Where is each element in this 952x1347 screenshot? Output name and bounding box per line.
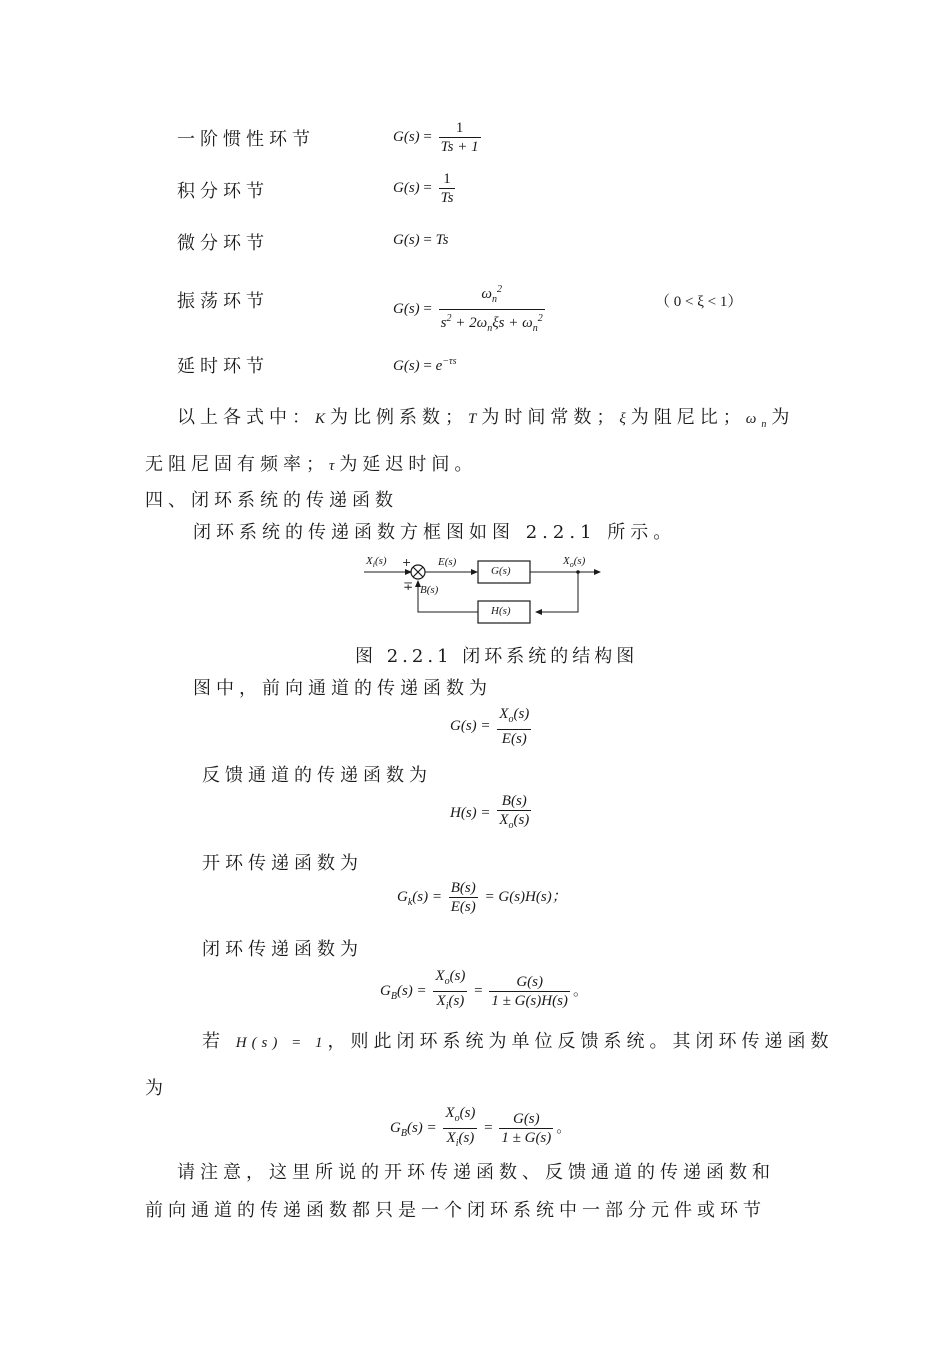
diagram-input-label: $X_i(s)$ bbox=[366, 555, 387, 570]
eq-oscillation: G(s) = $\frac{\omega_n^2}{s^2 + 2\omega_n\xi s + \omega_n^2}$ bbox=[393, 281, 548, 338]
eq-integral: G(s) = $\frac{1}{Ts}$ bbox=[393, 171, 454, 206]
unity-line-2: 为 bbox=[145, 1078, 168, 1099]
unity-line-1: 若 H(s) = 1，则此闭环系统为单位反馈系统。其闭环传递函数 bbox=[202, 1031, 834, 1052]
notes-line-1: 以上各式中：K为比例系数；T为时间常数；ξ为阻尼比；$\omega_n$为 bbox=[177, 407, 795, 430]
note-line-1: 请注意，这里所说的开环传递函数、反馈通道的传递函数和 bbox=[177, 1162, 775, 1183]
feedback-text: 反馈通道的传递函数为 bbox=[202, 765, 432, 786]
note-line-2: 前向通道的传递函数都只是一个闭环系统中一部分元件或环节 bbox=[145, 1200, 766, 1221]
eq-feedback: H(s) = $\frac{B(s)}{X_o(s)}$ bbox=[450, 792, 534, 835]
link-label-derivative: 微分环节 bbox=[177, 233, 269, 254]
diagram-minus-sign: ∓ bbox=[403, 579, 414, 593]
diagram-feedback-signal-label: B(s) bbox=[420, 584, 439, 596]
diagram-forward-label: G(s) bbox=[491, 565, 511, 577]
diagram-plus-sign: + bbox=[402, 556, 412, 569]
eq-closed-loop: $G_B(s)$ = $\frac{X_o(s)}{X_i(s)}$ = $\frac{G(s)}{1 \pm G(s)H(s)}$ 。 bbox=[380, 967, 588, 1016]
diagram-feedback-label: H(s) bbox=[491, 605, 511, 617]
diagram-error-label: E(s) bbox=[438, 556, 457, 568]
feedback-line-right bbox=[536, 572, 578, 612]
oscillation-condition: （ 0 < ξ < 1） bbox=[655, 294, 743, 310]
forward-text: 图中，前向通道的传递函数为 bbox=[193, 678, 492, 699]
open-loop-text: 开环传递函数为 bbox=[202, 853, 363, 874]
eq-unity-feedback: $G_B(s)$ = $\frac{X_o(s)}{X_i(s)}$ = $\frac{G(s)}{1 \pm G(s)}$ 。 bbox=[390, 1104, 571, 1153]
eq-derivative: G(s) = Ts bbox=[393, 232, 449, 248]
section-heading: 四、闭环系统的传递函数 bbox=[145, 490, 398, 511]
link-label-first-order: 一阶惯性环节 bbox=[177, 129, 315, 150]
eq-forward: G(s) = $\frac{X_o(s)}{E(s)}$ bbox=[450, 706, 530, 747]
eq-delay: $G(s) = e^{-\tau s}$ bbox=[393, 356, 457, 374]
link-label-integral: 积分环节 bbox=[177, 181, 269, 202]
figure-caption: 图 2.2.1 闭环系统的结构图 bbox=[355, 646, 639, 667]
link-label-oscillation: 振荡环节 bbox=[177, 291, 269, 312]
eq-open-loop: $G_k(s)$ = $\frac{B(s)}{E(s)}$ = G(s)H(s)； bbox=[397, 880, 567, 915]
notes-line-2: 无阻尼固有频率；τ为延迟时间。 bbox=[145, 454, 478, 475]
section-intro: 闭环系统的传递函数方框图如图 2.2.1 所示。 bbox=[193, 522, 677, 543]
diagram-output-label: $X_o(s)$ bbox=[563, 555, 586, 570]
closed-loop-text: 闭环传递函数为 bbox=[202, 939, 363, 960]
link-label-delay: 延时环节 bbox=[177, 356, 269, 377]
eq-first-order: G(s) = $\frac{1}{Ts + 1}$ bbox=[393, 120, 479, 155]
